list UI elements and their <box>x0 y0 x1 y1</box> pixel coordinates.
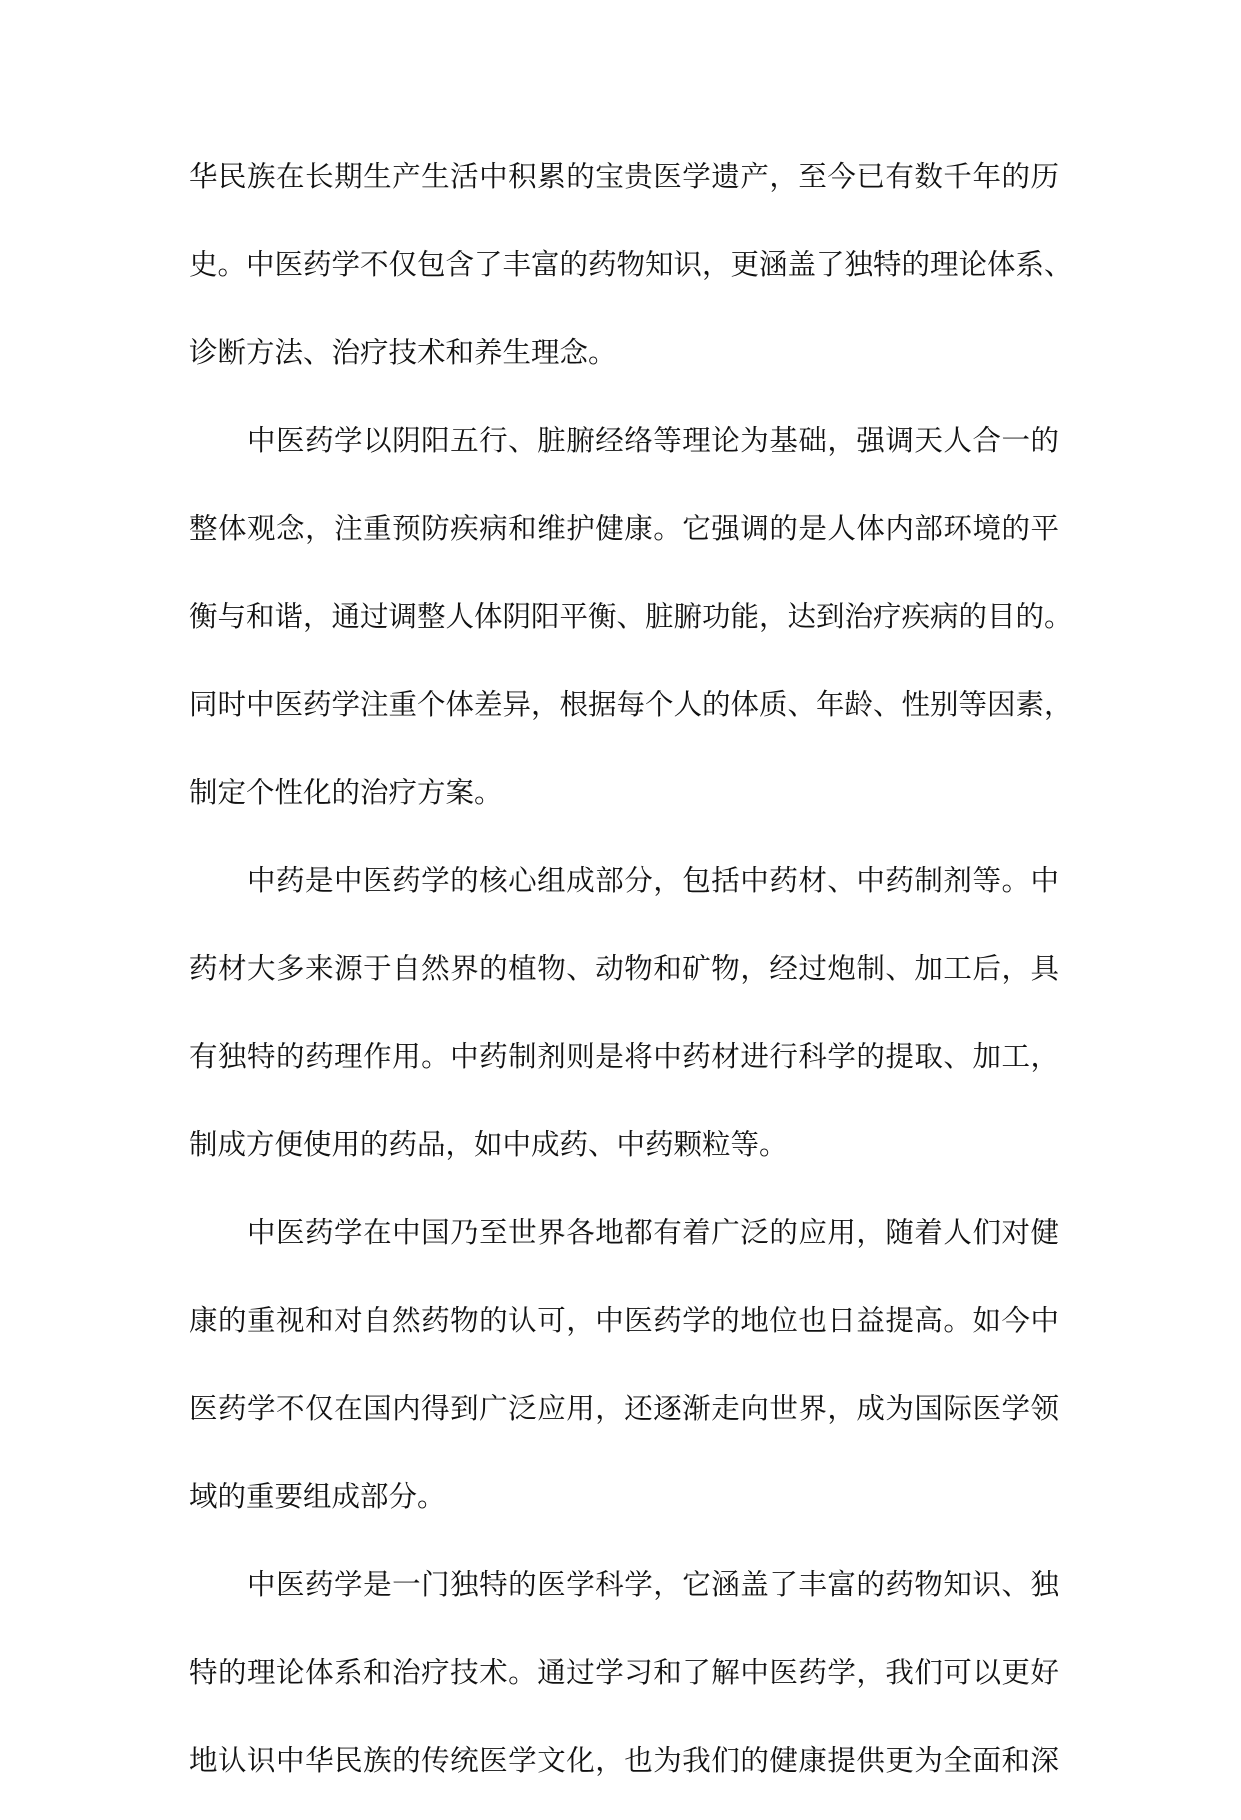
text-line: 史。中医药学不仅包含了丰富的药物知识，更涵盖了独特的理论体系、 <box>189 248 1073 281</box>
text-line: 诊断方法、治疗技术和养生理念。 <box>189 336 617 369</box>
text-line: 康的重视和对自然药物的认可，中医药学的地位也日益提高。如今中 <box>189 1304 1059 1337</box>
document-body <box>189 148 1073 1820</box>
paragraph-2 <box>189 412 1073 852</box>
paragraph-1 <box>189 148 1073 412</box>
paragraph-3 <box>189 852 1059 1204</box>
text-line: 中医药学以阴阳五行、脏腑经络等理论为基础，强调天人合一的 <box>247 424 1059 457</box>
text-line: 制定个性化的治疗方案。 <box>189 776 503 809</box>
text-line: 同时中医药学注重个体差异，根据每个人的体质、年龄、性别等因素， <box>189 688 1073 721</box>
paragraph-4 <box>189 1204 1059 1556</box>
paragraph-5 <box>189 1556 1059 1820</box>
text-line: 有独特的药理作用。中药制剂则是将中药材进行科学的提取、加工， <box>189 1040 1059 1073</box>
text-line: 地认识中华民族的传统医学文化，也为我们的健康提供更为全面和深 <box>189 1744 1059 1777</box>
text-line: 整体观念，注重预防疾病和维护健康。它强调的是人体内部环境的平 <box>189 512 1059 545</box>
text-line: 域的重要组成部分。 <box>189 1480 446 1513</box>
text-line: 特的理论体系和治疗技术。通过学习和了解中医药学，我们可以更好 <box>189 1656 1059 1689</box>
text-line: 制成方便使用的药品，如中成药、中药颗粒等。 <box>189 1128 788 1161</box>
text-line: 衡与和谐，通过调整人体阴阳平衡、脏腑功能，达到治疗疾病的目的。 <box>189 600 1073 633</box>
text-line: 中药是中医药学的核心组成部分，包括中药材、中药制剂等。中 <box>247 864 1059 897</box>
text-line: 中医药学在中国乃至世界各地都有着广泛的应用，随着人们对健 <box>247 1216 1059 1249</box>
text-line: 药材大多来源于自然界的植物、动物和矿物，经过炮制、加工后，具 <box>189 952 1059 985</box>
text-line: 中医药学是一门独特的医学科学，它涵盖了丰富的药物知识、独 <box>247 1568 1059 1601</box>
text-line: 华民族在长期生产生活中积累的宝贵医学遗产，至今已有数千年的历 <box>189 160 1059 193</box>
text-line: 医药学不仅在国内得到广泛应用，还逐渐走向世界，成为国际医学领 <box>189 1392 1059 1425</box>
